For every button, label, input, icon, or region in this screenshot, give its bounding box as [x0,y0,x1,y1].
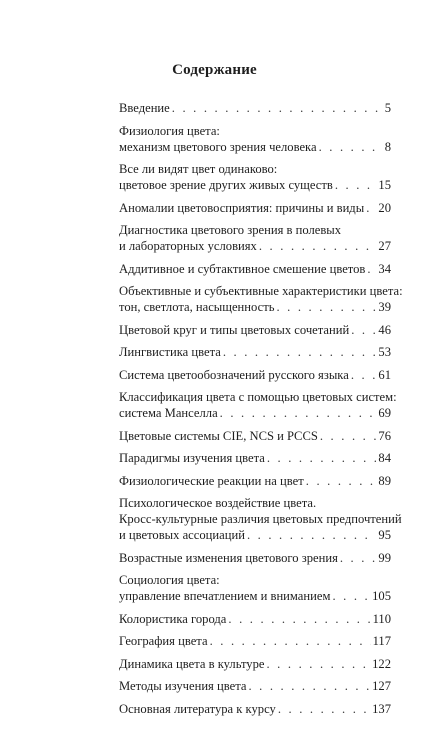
toc-page-number: 15 [378,178,391,192]
toc-entry-line: Физиология цвета: [119,123,220,138]
dot-leader [320,428,377,444]
toc-entry-last-line [119,678,391,694]
toc-entry-line: механизм цветового зрения человека [119,139,317,154]
toc-entry-last-line [119,299,391,315]
toc-entry-last-line [119,238,391,254]
page-title: Содержание [172,62,257,78]
toc-page-number: 137 [372,701,391,716]
toc-entry [119,473,391,489]
dot-leader [248,678,370,694]
toc-entry-line: Возрастные изменения цветового зрения [119,550,338,565]
toc-entry-last-line [119,473,391,489]
toc-entry-last-line [119,322,391,338]
toc-page-number: 61 [378,367,391,382]
dot-leader [266,656,370,672]
toc-entry-line: Кросс-культурные различия цветовых предпочтений [119,512,402,526]
toc-entry [119,701,391,717]
toc-entry [119,344,391,360]
dot-leader [259,238,377,254]
toc-entry [119,572,391,604]
toc-entry-line: Физиологические реакции на цвет [119,473,304,488]
toc-page-number: 5 [384,101,391,115]
toc-entry [119,611,391,627]
toc-entry-line: Социология цвета: [119,573,220,587]
toc-entry [119,389,397,421]
dot-leader [276,299,376,315]
dot-leader [223,344,377,360]
toc-page-number: 53 [378,345,391,359]
toc-entry-line: система Манселла [119,406,218,420]
toc-entry-last-line [119,200,391,216]
dot-leader [306,473,377,489]
toc-entry-last-line [119,261,391,277]
toc-entry-line: Аддитивное и субтактивное смешение цветов [119,261,366,276]
toc-page-number: 20 [378,200,391,215]
toc-entry-line: Диагностика цветового зрения в полевых [119,223,342,237]
toc-entry [119,495,402,543]
toc-page-number: 39 [378,300,391,314]
toc-entry-last-line [119,100,391,116]
toc-entry-last-line [119,611,391,627]
toc-entry-line: Классификация цвета с помощью цветовых систем: [119,390,397,404]
toc-entry [119,428,391,444]
toc-entry-line: тон, светлота, насыщенность [119,300,275,314]
toc-entry-last-line [119,428,391,444]
toc-entry-line: География цвета [119,634,208,648]
table-of-contents [119,100,403,723]
toc-page-number: 117 [372,634,391,648]
toc-page-number: 46 [378,322,391,337]
dot-leader [335,177,377,193]
toc-page-number: 27 [378,239,391,253]
dot-leader [210,633,371,649]
dot-leader [332,588,370,604]
toc-page-number: 89 [378,473,391,488]
toc-entry-last-line [119,405,391,421]
toc-entry-line: Цветовые системы CIE, NCS и PCCS [119,428,318,443]
toc-entry [119,100,391,116]
toc-entry-line: управление впечатлением и вниманием [119,589,331,603]
toc-entry [119,367,391,383]
toc-entry-line: и лабораторных условиях [119,239,257,253]
toc-page-number: 95 [378,528,391,542]
toc-entry-last-line [119,656,391,672]
toc-entry [119,656,391,672]
toc-entry-line: Психологическое воздействие цвета. [119,496,317,510]
dot-leader [220,405,377,421]
toc-page-number: 8 [384,139,391,154]
toc-entry-line: Введение [119,101,170,115]
toc-page-number: 34 [378,261,391,276]
dot-leader [366,200,376,216]
toc-entry-last-line [119,588,391,604]
toc-page-number: 122 [372,656,391,671]
toc-entry [119,161,391,193]
toc-entry [119,322,391,338]
toc-entry-line: Все ли видят цвет одинаково: [119,162,278,176]
dot-leader [367,261,376,277]
toc-entry [119,123,391,155]
toc-entry-last-line [119,633,391,649]
toc-page-number: 127 [372,679,391,693]
toc-entry [119,200,391,216]
dot-leader [351,367,377,383]
toc-entry-line: Основная литература к курсу [119,701,276,716]
toc-entry-line: Цветовой круг и типы цветовых сочетаний [119,322,350,337]
toc-entry [119,283,403,315]
toc-page-number: 69 [378,406,391,420]
toc-entry [119,450,391,466]
toc-entry-line: Система цветообозначений русского языка [119,367,349,382]
toc-page-number: 105 [372,589,391,603]
dot-leader [267,450,377,466]
toc-entry [119,633,391,649]
toc-entry-line: и цветовых ассоциаций [119,528,245,542]
toc-page-number: 76 [378,428,391,443]
toc-entry-last-line [119,550,391,566]
toc-entry [119,222,391,254]
toc-entry-line: Объективные и субъективные характеристики цвета: [119,284,403,298]
toc-entry-last-line [119,527,391,543]
dot-leader [319,139,383,155]
toc-entry-line: Динамика цвета в культуре [119,656,265,671]
dot-leader [278,701,370,717]
toc-entry-last-line [119,139,391,155]
dot-leader [351,322,376,338]
toc-entry-line: Аномалии цветовосприятия: причины и виды [119,200,365,215]
toc-entry-line: Парадигмы изучения цвета [119,451,265,465]
toc-page-number: 84 [378,451,391,465]
toc-entry [119,261,391,277]
toc-entry-last-line [119,367,391,383]
dot-leader [172,100,383,116]
toc-entry-line: Колористика города [119,611,227,626]
dot-leader [247,527,376,543]
toc-entry-last-line [119,344,391,360]
toc-entry-line: Лингвистика цвета [119,345,221,359]
dot-leader [228,611,370,627]
toc-entry-last-line [119,450,391,466]
toc-entry-last-line [119,177,391,193]
toc-page-number: 99 [378,550,391,565]
toc-entry-line: Методы изучения цвета [119,679,247,693]
toc-page-number: 110 [372,611,391,626]
toc-entry-last-line [119,701,391,717]
toc-entry [119,678,391,694]
toc-entry [119,550,391,566]
toc-entry-line: цветовое зрение других живых существ [119,178,333,192]
dot-leader [340,550,377,566]
